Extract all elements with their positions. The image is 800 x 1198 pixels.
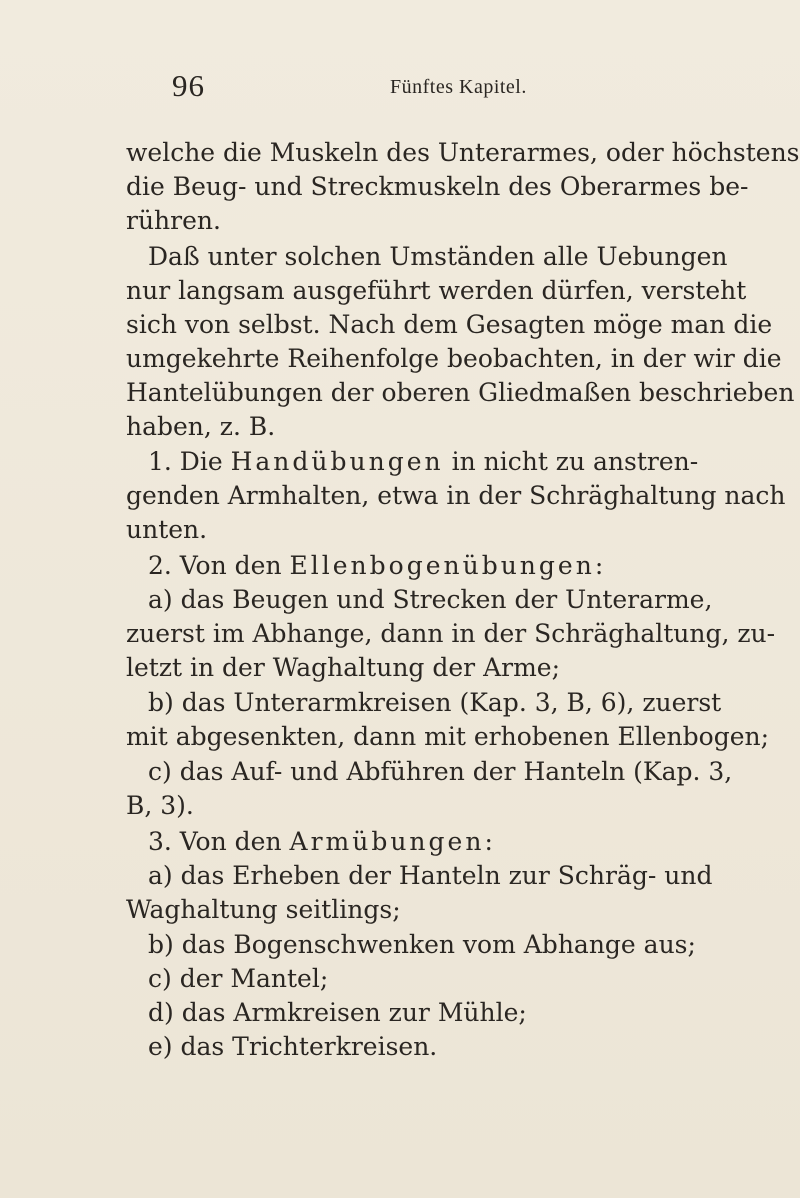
text-line: die Beug- und Streckmuskeln des Oberarmes be- [126,172,749,201]
text-line: genden Armhalten, etwa in der Schräghaltung nach [126,481,786,510]
text-fragment: : [484,827,493,856]
text-line [148,445,698,479]
text-line: welche die Muskeln des Unterarmes, oder höchstens [126,138,800,167]
list-number-text: 1. Die [148,447,231,476]
text-line: nur langsam ausgeführt werden dürfen, versteht [126,276,747,305]
page-number: 96 [172,68,205,103]
text-line: Waghaltung seitlings; [126,895,401,924]
list-number-text: 3. Von den [148,827,290,856]
text-line: a) das Erheben der Hanteln zur Schräg- und [148,861,713,890]
text-line: letzt in der Waghaltung der Arme; [126,653,560,682]
text-line: sich von selbst. Nach dem Gesagten möge man die [126,310,773,339]
text-line: rühren. [126,206,221,235]
text-line: b) das Unterarmkreisen (Kap. 3, B, 6), zuerst [148,688,722,717]
text-line: haben, z. B. [126,412,276,441]
text-line: mit abgesenkten, dann mit erhobenen Ellenbogen; [126,722,770,751]
text-line: e) das Trichterkreisen. [148,1032,438,1061]
emphasized-term: Armübungen [289,827,485,856]
text-line: unten. [126,515,208,544]
emphasized-term: Ellenbogenübungen [289,551,595,580]
text-line: zuerst im Abhange, dann in der Schräghaltung, zu- [126,619,776,648]
text-fragment: in nicht zu anstren- [443,447,699,476]
text-line: Hantelübungen der oberen Gliedmaßen beschrieben [126,378,795,407]
text-line: c) das Auf- und Abführen der Hanteln (Kap. 3, [148,757,733,786]
text-line: c) der Mantel; [148,964,329,993]
page-header [0,68,800,108]
text-line: B, 3). [126,791,194,820]
text-line [148,549,603,583]
running-head: Fünftes Kapitel. [390,76,527,98]
text-line [148,825,493,859]
text-fragment: : [594,551,604,580]
text-line: d) das Armkreisen zur Mühle; [148,998,527,1027]
text-line: b) das Bogenschwenken vom Abhange aus; [148,930,696,959]
list-number-text: 2. Von den [148,551,290,580]
text-line: a) das Beugen und Strecken der Unterarme, [148,585,713,614]
text-line: umgekehrte Reihenfolge beobachten, in der wir die [126,344,782,373]
emphasized-term: Handübungen [230,447,444,476]
text-line: Daß unter solchen Umständen alle Uebungen [148,242,728,271]
